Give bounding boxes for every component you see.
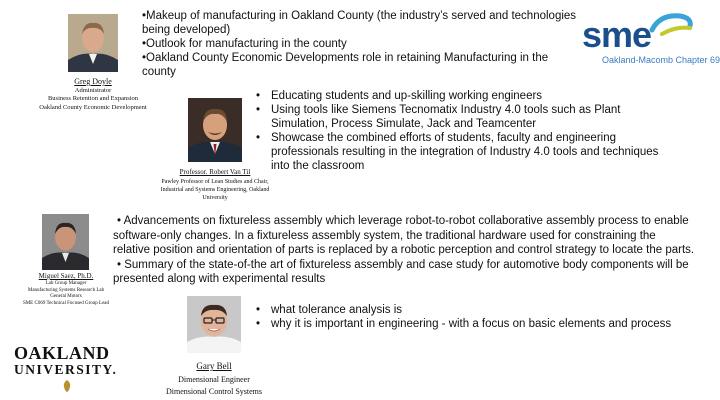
oak-leaf-icon xyxy=(60,379,74,393)
topic: • what tolerance analysis is xyxy=(253,303,693,317)
speaker-name: Gary Bell xyxy=(196,361,232,371)
speaker-caption: Administrator Business Retention and Expansion Oakland County Economic Development xyxy=(39,87,147,111)
oakland-university-logo xyxy=(14,344,124,396)
sme-chapter: Oakland-Macomb Chapter 69 xyxy=(602,55,720,65)
speaker-caption: Dimensional Engineer Dimensional Control Systems xyxy=(166,375,262,396)
speaker-topics xyxy=(113,214,695,287)
sme-wordmark: sme xyxy=(582,14,652,55)
sme-swoosh-icon xyxy=(646,10,696,40)
topic: • Educating students and up-skilling working engineers xyxy=(253,89,673,103)
speaker-topics xyxy=(142,9,582,79)
university-logo-line2: UNIVERSITY. xyxy=(14,362,118,377)
topic: • why it is important in engineering - with a focus on basic elements and process xyxy=(253,317,693,331)
speaker-caption: Lab Group Manager Manufacturing Systems Research Lab General Motors SME C069 Technical Focused Group Lead xyxy=(22,281,110,306)
speaker-photo-robert-van-til xyxy=(188,98,242,162)
topic: •Outlook for manufacturing in the county xyxy=(142,38,347,50)
topic: • Showcase the combined efforts of students, faculty and engineering professionals resulting in the integration of Industry 4.0 tools and techniques into the classroom xyxy=(253,131,673,173)
topic: •Makeup of manufacturing in Oakland County (the industry’s served and technologies being developed) xyxy=(142,10,577,36)
speaker-name: Professor. Robert Van Til xyxy=(179,168,251,176)
speaker-photo-miguel-saez xyxy=(42,214,89,270)
topic: •Oakland County Economic Developments role in retaining Manufacturing in the county xyxy=(142,52,549,78)
university-logo-line1: OAKLAND xyxy=(14,343,110,363)
speaker-caption: Pawley Professor of Lean Studies and Chair, Industrial and Systems Engineering, Oakland University xyxy=(160,179,270,201)
topic: • Advancements on fixtureless assembly which leverage robot-to-robot collaborative assembly process to enable software-only changes. In a fixtureless assembly system, the traditional hardware used for constraining the relative position and orientation of parts is replaced by a robotic perception and control strategy to locate the parts. xyxy=(113,215,695,257)
sme-logo xyxy=(582,8,720,70)
topic: • Using tools like Siemens Tecnomatix Industry 4.0 tools such as Plant Simulation, Process Simulate, Jack and Teamcenter xyxy=(253,103,673,131)
speaker-photo-greg-doyle xyxy=(68,14,118,72)
speaker-photo-gary-bell xyxy=(187,296,241,353)
speaker-name: Greg Doyle xyxy=(74,77,112,86)
speaker-name: Miguel Saez, Ph.D. xyxy=(38,272,94,280)
speaker-topics xyxy=(253,89,673,173)
speaker-topics xyxy=(253,303,693,331)
topic: • Summary of the state-of-the art of fixtureless assembly and case study for automotive body components will be presented along with experimental results xyxy=(113,258,689,286)
